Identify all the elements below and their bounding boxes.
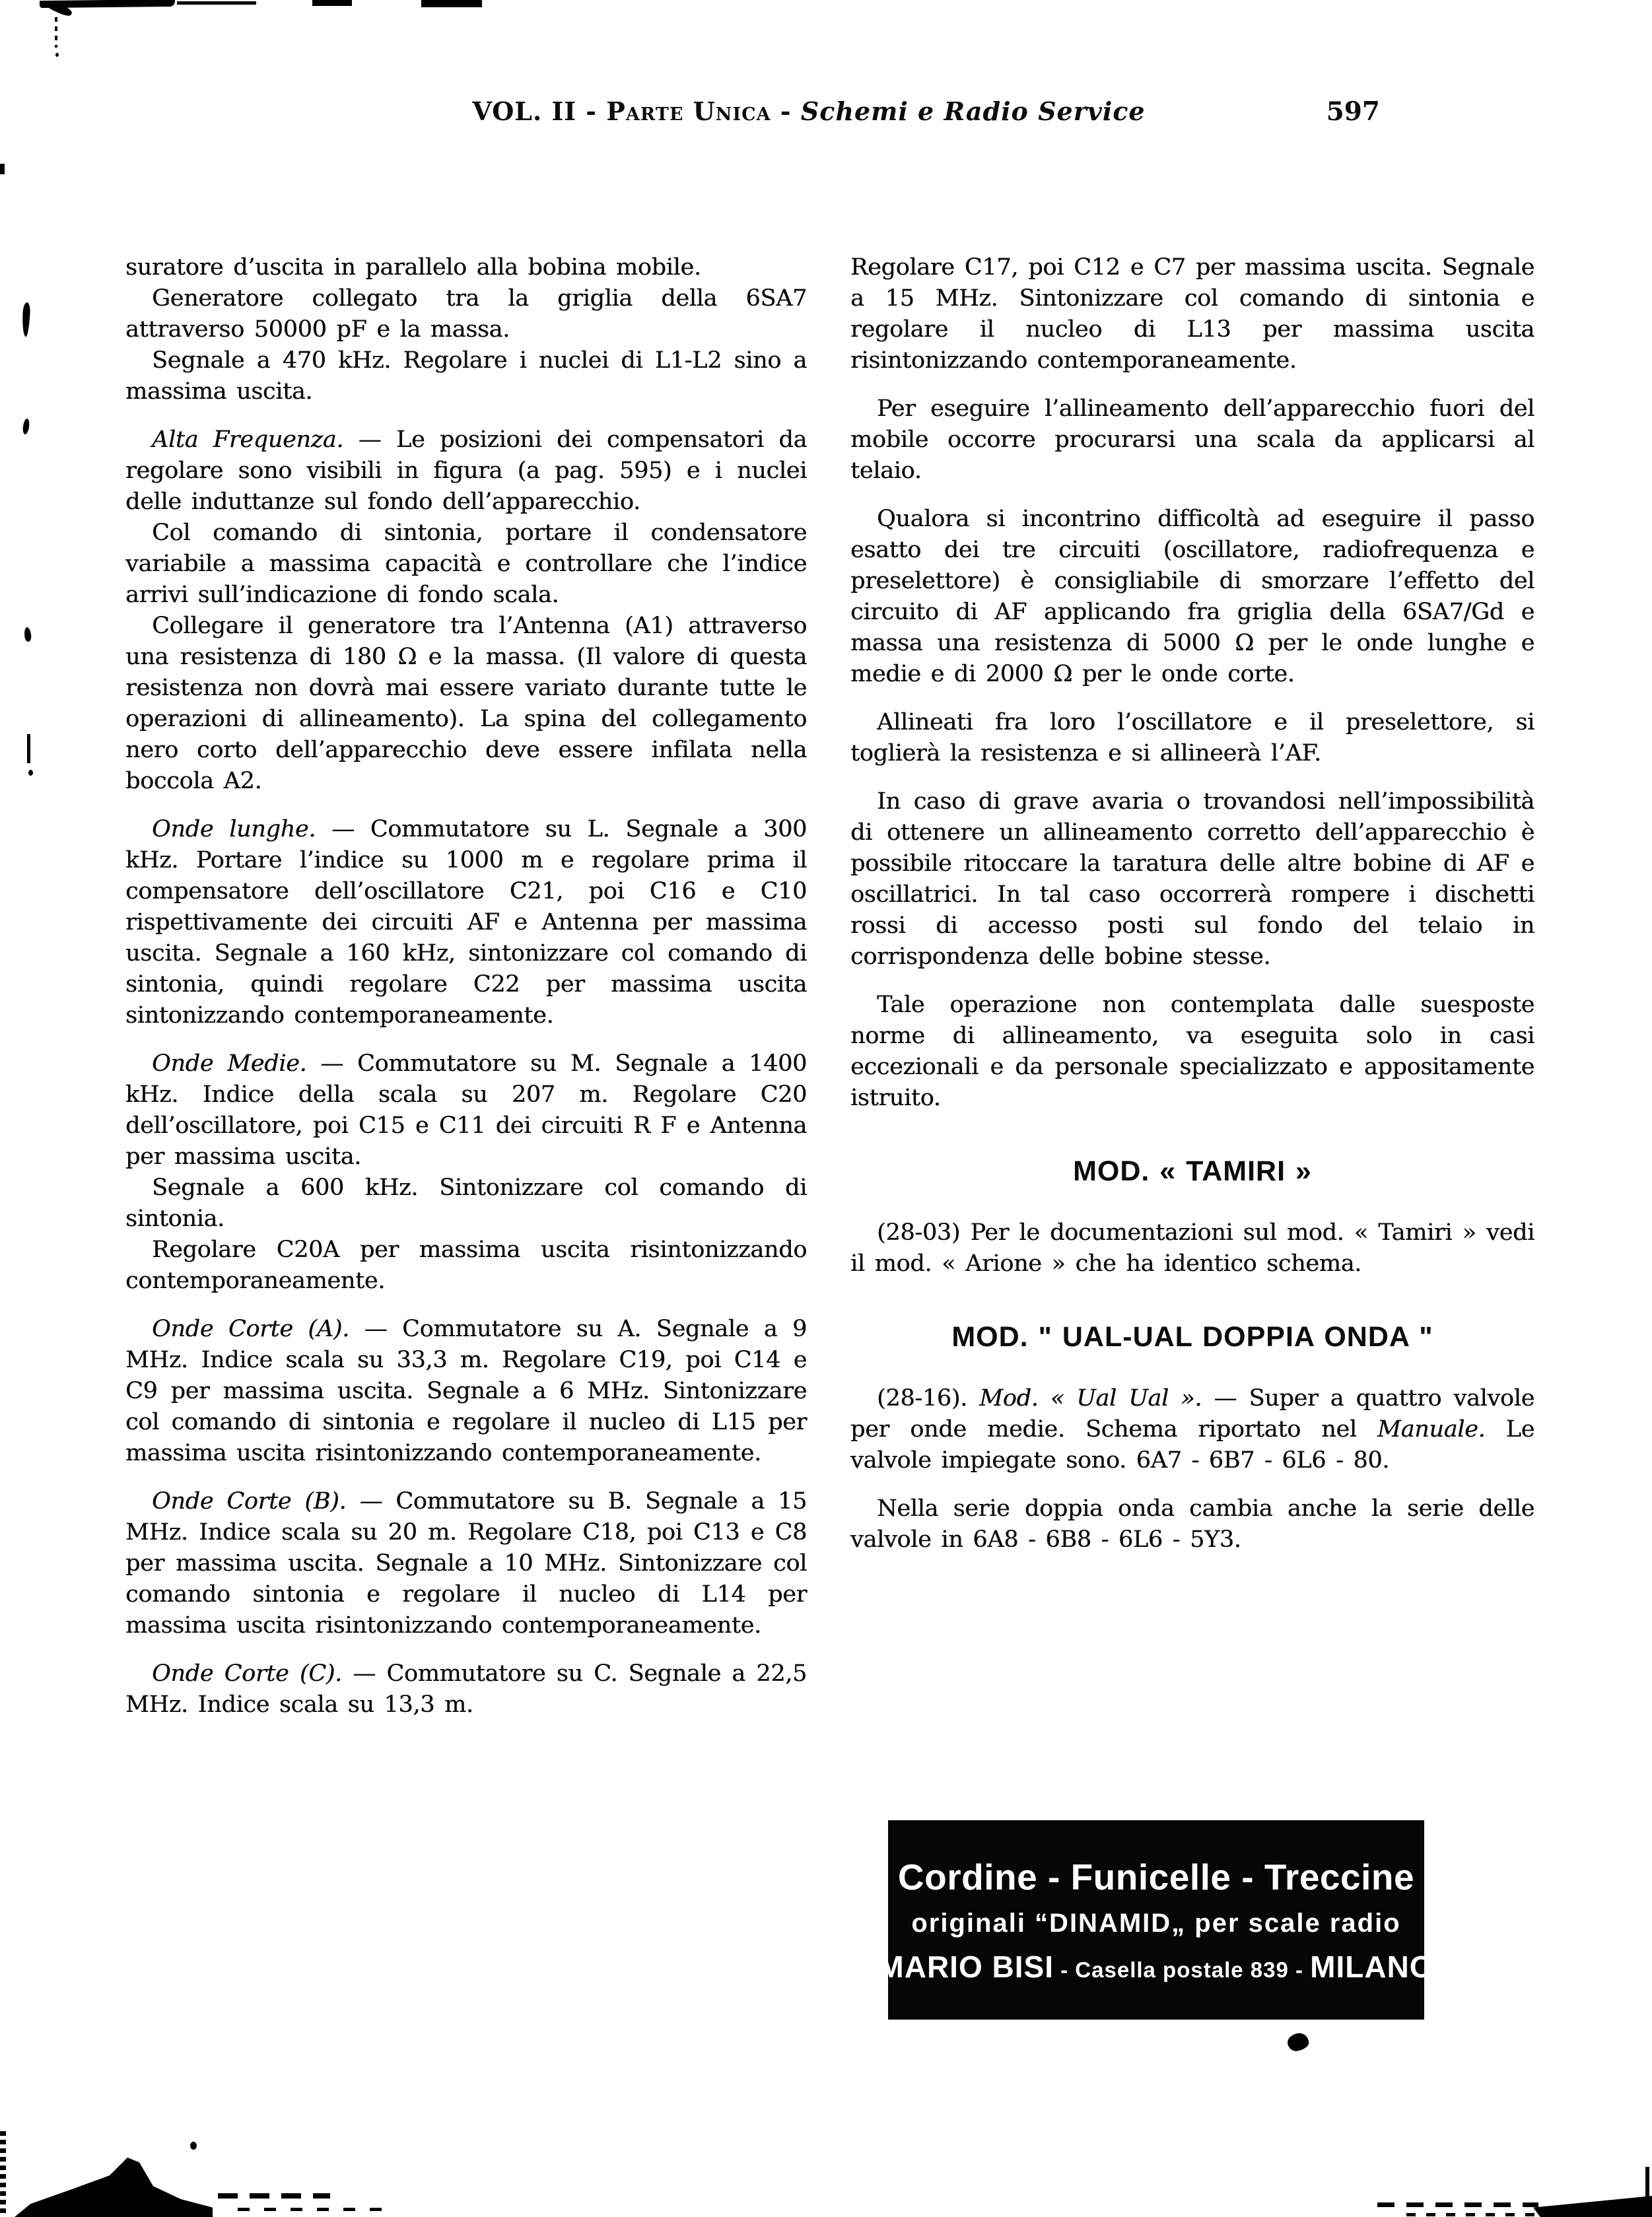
ad-contact-line: MARIO BISI - Casella postale 839 - MILANO: [878, 1949, 1434, 1984]
section-heading-ual-ual: MOD. " UAL-UAL DOPPIA ONDA ": [951, 1321, 1433, 1353]
paragraph-onde-lunghe: Onde lunghe. — Commutatore su L. Segnale a 300 kHz. Portare l’indice su 1000 m e regolare prima il compensatore dell’oscillatore C21, poi C16 e C10 rispettivamente dei circuiti AF e Antenna per massima uscita. Segnale a 160 kHz, sintonizzare col comando di sintonia, quindi regolare C22 per massima uscita sintonizzando contemporaneamente.: [125, 816, 807, 1029]
margin-ink-mark: [24, 627, 32, 642]
scan-mark-dot: [190, 2142, 197, 2150]
paragraph: Tale operazione non contemplata dalle suesposte norme di allineamento, va eseguita solo in casi eccezionali e da personale specializzato e appositamente istruito.: [850, 992, 1534, 1111]
margin-ink-mark: [27, 734, 30, 763]
paragraph-onde-corte-c: Onde Corte (C). — Commutatore su C. Segnale a 22,5 MHz. Indice scala su 13,3 m.: [125, 1660, 807, 1718]
margin-ink-mark: [22, 302, 31, 337]
paragraph-ual-ual-2: Nella serie doppia onda cambia anche la serie delle valvole in 6A8 - 6B8 - 6L6 - 5Y3.: [850, 1495, 1534, 1553]
section-lead: Onde Corte (C).: [152, 1660, 353, 1687]
paragraph-onde-corte-b: Onde Corte (B). — Commutatore su B. Segnale a 15 MHz. Indice scala su 20 m. Regolare C18, poi C13 e C8 per massima uscita. Segnale a 10 MHz. Sintonizzare col comando sintonia e regolare il nucleo di L14 per massima uscita risintonizzando contemporaneamente.: [125, 1488, 807, 1639]
paragraph: Generatore collegato tra la griglia della 6SA7 attraverso 50000 pF e la massa.: [125, 285, 807, 343]
scan-smudge-top: [312, 0, 352, 6]
ad-city: MILANO: [1310, 1949, 1434, 1984]
left-column: [125, 252, 807, 1721]
section-heading-tamiri: MOD. « TAMIRI »: [1073, 1155, 1312, 1187]
paragraph: Allineati fra loro l’oscillatore e il preselettore, si toglierà la resistenza e si allineerà l’AF.: [850, 709, 1534, 767]
scan-smudge-bottom: [238, 2208, 396, 2211]
section-lead: Onde Corte (A).: [152, 1316, 364, 1342]
margin-ink-mark: [22, 418, 30, 434]
paragraph-onde-medie: Onde Medie. — Commutatore su M. Segnale a 1400 kHz. Indice della scala su 207 m. Regolare C20 dell’oscillatore, poi C15 e C11 dei circuiti R F e Antenna per massima uscita.: [125, 1050, 807, 1170]
paragraph-alta-frequenza: Alta Frequenza. — Le posizioni dei compensatori da regolare sono visibili in figura (a pag. 595) e i nuclei delle induttanze sul fondo dell’apparecchio.: [125, 426, 808, 515]
paragraph: In caso di grave avaria o trovandosi nell’impossibilità di ottenere un allineamento corretto dell’apparecchio è possibile ritoccare la taratura delle altre bobine di AF e oscillatrici. In tal caso occorrerà rompere i dischetti rossi di accesso posti sul fondo del telaio in corrispondenza delle bobine stesse.: [850, 788, 1534, 970]
ad-company-name: MARIO BISI: [878, 1949, 1054, 1984]
scan-mark-dotted: [55, 17, 57, 48]
paragraph-tamiri: (28-03) Per le documentazioni sul mod. « Tamiri » vedi il mod. « Arione » che ha identico schema.: [850, 1219, 1534, 1277]
scan-smudge-top: [421, 0, 482, 7]
ad-products-line: Cordine - Funicelle - Treccine: [897, 1856, 1415, 1897]
advertisement-box: [878, 1820, 1434, 2020]
page-header: VOL. II - Parte Unica - Schemi e Radio Service 597: [472, 96, 1380, 127]
paragraph: Per eseguire l’allineamento dell’apparecchio fuori del mobile occorre procurarsi una scala da applicarsi al telaio.: [850, 395, 1534, 484]
paragraph-ual-ual: (28-16). Mod. « Ual Ual ». — Super a quattro valvole per onde medie. Schema riportato nel Manuale. Le valvole impiegate sono. 6A7 - 6B7 - 6L6 - 80.: [850, 1385, 1534, 1474]
model-name-italic: Mod. « Ual Ual ».: [979, 1385, 1214, 1412]
section-lead: Onde Corte (B).: [152, 1488, 360, 1515]
paragraph-onde-corte-a: Onde Corte (A). — Commutatore su A. Segnale a 9 MHz. Indice scala su 33,3 m. Regolare C19, poi C14 e C9 per massima uscita. Segnale a 6 MHz. Sintonizzare col comando di sintonia e regolare il nucleo di L15 per massima uscita risintonizzando contemporaneamente.: [125, 1316, 807, 1466]
ad-brand-line: originali “DINAMID„ per scale radio: [911, 1908, 1401, 1938]
paragraph: Collegare il generatore tra l’Antenna (A1) attraverso una resistenza di 180 Ω e la massa. (Il valore di questa resistenza non dovrà mai essere variato durante tutte le operazioni di allineamento). La spina del collegamento nero corto dell’apparecchio deve essere infilata nella boccola A2.: [125, 613, 807, 794]
scan-edge-strip: [0, 164, 5, 174]
book-title-italic: Manuale.: [1377, 1416, 1486, 1443]
section-lead: Alta Frequenza.: [152, 426, 359, 453]
scan-smudge-bottom: [1406, 2213, 1604, 2216]
volume-label: VOL. II: [472, 96, 577, 126]
right-column: [850, 252, 1534, 1555]
scan-smudge-bottom: [1377, 2202, 1538, 2207]
part-label: Parte Unica: [606, 96, 771, 126]
paragraph: Col comando di sintonia, portare il condensatore variabile a massima capacità e controllare che l’indice arrivi sull’indicazione di fondo scala.: [125, 520, 807, 608]
scan-smudge-top: [177, 1, 256, 5]
page-number: 597: [1326, 96, 1380, 127]
paragraph: Regolare C20A per massima uscita risintonizzando contemporaneamente.: [125, 1237, 807, 1294]
scan-mark-dot: [55, 53, 59, 57]
scan-edge-strip: [0, 2131, 6, 2217]
scan-smudge-bottom: [218, 2193, 330, 2199]
scan-edge-tick: [1645, 2167, 1649, 2201]
paragraph: Segnale a 470 kHz. Regolare i nuclei di L1-L2 sino a massima uscita.: [125, 347, 807, 405]
ink-blot: [1286, 2031, 1311, 2053]
paragraph: Regolare C17, poi C12 e C7 per massima uscita. Segnale a 15 MHz. Sintonizzare col comando di sintonia e regolare il nucleo di L13 per massima uscita risintonizzando contemporaneamente.: [850, 254, 1534, 374]
paragraph: Segnale a 600 kHz. Sintonizzare col comando di sintonia.: [125, 1175, 807, 1232]
journal-subtitle: Schemi e Radio Service: [800, 96, 1146, 126]
paragraph: suratore d’uscita in parallelo alla bobina mobile.: [125, 254, 701, 281]
paragraph: Qualora si incontrino difficoltà ad eseguire il passo esatto dei tre circuiti (oscillatore, radiofrequenza e preselettore) è consigliabile di smorzare l’effetto del circuito di AF applicando fra griglia della 6SA7/Gd e massa una resistenza di 5000 Ω per le onde lunghe e medie e di 2000 Ω per le onde corte.: [850, 506, 1534, 687]
page-curl-shadow: [15, 2158, 213, 2217]
margin-ink-mark: [28, 770, 33, 776]
section-lead: Onde lunghe.: [152, 816, 332, 842]
section-lead: Onde Medie.: [152, 1050, 321, 1077]
